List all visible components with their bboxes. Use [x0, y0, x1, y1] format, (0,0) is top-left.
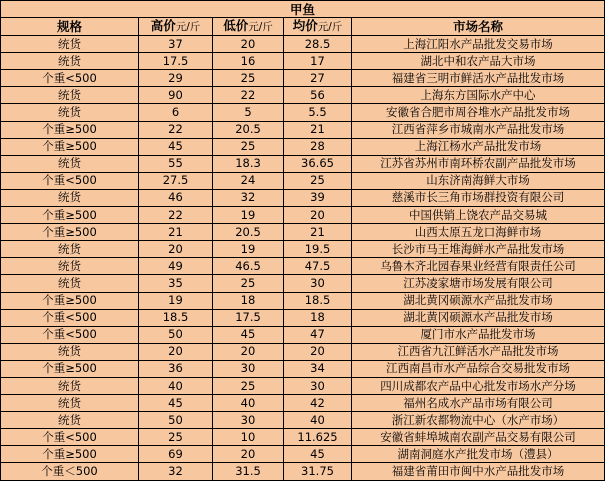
cell-spec: 个重<500	[1, 326, 139, 343]
cell-spec: 个重≥500	[1, 292, 139, 309]
cell-low-price: 20	[213, 343, 284, 360]
cell-high-price: 21	[139, 224, 213, 241]
cell-spec: 个重≥500	[1, 224, 139, 241]
cell-avg-price: 34	[284, 360, 352, 377]
table-row	[1, 70, 605, 87]
cell-market-name: 四川成都农产品中心批发市场水产分场	[352, 377, 605, 394]
cell-market-name: 江西南昌市水产品综合交易批发市场	[352, 360, 605, 377]
cell-avg-price: 20	[284, 207, 352, 224]
header-high-label: 高价	[150, 18, 176, 34]
cell-low-price: 25	[213, 138, 284, 155]
header-high	[139, 18, 213, 36]
cell-spec: 统货	[1, 258, 139, 275]
cell-low-price: 20.5	[213, 121, 284, 138]
cell-spec: 统货	[1, 155, 139, 172]
cell-avg-price: 39	[284, 189, 352, 206]
cell-avg-price: 5.5	[284, 104, 352, 121]
cell-high-price: 50	[139, 412, 213, 429]
cell-market-name: 江西省九江鲜活水产品批发市场	[352, 343, 605, 360]
cell-low-price: 17.5	[213, 309, 284, 326]
cell-spec: 统货	[1, 377, 139, 394]
cell-avg-price: 19.5	[284, 241, 352, 258]
cell-market-name: 长沙市马王堆海鲜水产品批发市场	[352, 241, 605, 258]
cell-market-name: 厦门市水产品批发市场	[352, 326, 605, 343]
cell-low-price: 5	[213, 104, 284, 121]
cell-high-price: 25	[139, 429, 213, 446]
cell-avg-price: 17	[284, 53, 352, 70]
table-row	[1, 292, 605, 309]
cell-spec: 个重＜500	[1, 463, 139, 480]
cell-market-name: 江苏省苏州市南环桥农副产品批发市场	[352, 155, 605, 172]
cell-avg-price: 28.5	[284, 36, 352, 53]
cell-market-name: 福州名成水产品市场有限公司	[352, 395, 605, 412]
cell-low-price: 32	[213, 189, 284, 206]
table-row	[1, 87, 605, 104]
cell-avg-price: 47.5	[284, 258, 352, 275]
cell-spec: 个重<500	[1, 70, 139, 87]
header-row	[1, 18, 605, 36]
cell-market-name: 乌鲁木齐北园春果业经营有限责任公司	[352, 258, 605, 275]
table-row	[1, 258, 605, 275]
cell-avg-price: 28	[284, 138, 352, 155]
header-avg	[284, 18, 352, 36]
table-row	[1, 224, 605, 241]
cell-high-price: 45	[139, 138, 213, 155]
table-row	[1, 207, 605, 224]
cell-market-name: 江苏凌家塘市场发展有限公司	[352, 275, 605, 292]
header-avg-unit: 元/斤	[317, 21, 343, 34]
cell-spec: 个重<500	[1, 429, 139, 446]
cell-market-name: 上海江杨水产品批发市场	[352, 138, 605, 155]
table-row	[1, 360, 605, 377]
cell-high-price: 32	[139, 463, 213, 480]
cell-spec: 个重<500	[1, 309, 139, 326]
cell-high-price: 90	[139, 87, 213, 104]
cell-low-price: 19	[213, 241, 284, 258]
cell-high-price: 55	[139, 155, 213, 172]
cell-avg-price: 11.625	[284, 429, 352, 446]
cell-low-price: 18.3	[213, 155, 284, 172]
cell-high-price: 29	[139, 70, 213, 87]
cell-low-price: 25	[213, 70, 284, 87]
cell-spec: 统货	[1, 412, 139, 429]
cell-low-price: 10	[213, 429, 284, 446]
table-row	[1, 138, 605, 155]
cell-high-price: 20	[139, 343, 213, 360]
cell-market-name: 安徽省合肥市周谷堆水产品批发市场	[352, 104, 605, 121]
cell-avg-price: 45	[284, 446, 352, 463]
cell-market-name: 湖北黄冈硕源水产品批发市场	[352, 292, 605, 309]
cell-avg-price: 21	[284, 121, 352, 138]
table-row	[1, 377, 605, 394]
table-row	[1, 241, 605, 258]
cell-market-name: 山东济南海鲜大市场	[352, 172, 605, 189]
table-row	[1, 309, 605, 326]
cell-spec: 个重≥500	[1, 207, 139, 224]
cell-market-name: 慈溪市长三角市场群投资有限公司	[352, 189, 605, 206]
cell-high-price: 49	[139, 258, 213, 275]
cell-spec: 统货	[1, 87, 139, 104]
cell-avg-price: 31.75	[284, 463, 352, 480]
cell-high-price: 35	[139, 275, 213, 292]
cell-avg-price: 21	[284, 224, 352, 241]
cell-low-price: 22	[213, 87, 284, 104]
cell-low-price: 25	[213, 377, 284, 394]
cell-avg-price: 27	[284, 70, 352, 87]
header-market: 市场名称	[352, 18, 605, 36]
cell-market-name: 江西省萍乡市城南水产品批发市场	[352, 121, 605, 138]
table-row	[1, 121, 605, 138]
cell-avg-price: 47	[284, 326, 352, 343]
cell-market-name: 中国供销上饶农产品交易城	[352, 207, 605, 224]
cell-low-price: 16	[213, 53, 284, 70]
cell-low-price: 18	[213, 292, 284, 309]
cell-market-name: 福建省三明市鲜活水产品批发市场	[352, 70, 605, 87]
cell-avg-price: 18.5	[284, 292, 352, 309]
cell-low-price: 30	[213, 360, 284, 377]
cell-high-price: 27.5	[139, 172, 213, 189]
cell-high-price: 40	[139, 377, 213, 394]
table-row	[1, 172, 605, 189]
table-row	[1, 275, 605, 292]
cell-market-name: 浙江新农都物流中心（水产市场）	[352, 412, 605, 429]
cell-low-price: 19	[213, 207, 284, 224]
cell-spec: 个重≥500	[1, 121, 139, 138]
cell-low-price: 45	[213, 326, 284, 343]
table-row	[1, 36, 605, 53]
cell-spec: 个重≥500	[1, 446, 139, 463]
cell-spec: 统货	[1, 104, 139, 121]
cell-spec: 统货	[1, 241, 139, 258]
table-row	[1, 463, 605, 480]
cell-avg-price: 40	[284, 412, 352, 429]
cell-low-price: 40	[213, 395, 284, 412]
table-row	[1, 395, 605, 412]
cell-low-price: 20	[213, 446, 284, 463]
cell-high-price: 20	[139, 241, 213, 258]
cell-market-name: 上海江阳水产品批发交易市场	[352, 36, 605, 53]
cell-spec: 统货	[1, 395, 139, 412]
cell-high-price: 69	[139, 446, 213, 463]
table-row	[1, 155, 605, 172]
table-row	[1, 326, 605, 343]
cell-avg-price: 42	[284, 395, 352, 412]
cell-high-price: 36	[139, 360, 213, 377]
table-row	[1, 53, 605, 70]
cell-avg-price: 20	[284, 343, 352, 360]
cell-high-price: 22	[139, 121, 213, 138]
cell-market-name: 湖南洞庭水产批发市场（澧县）	[352, 446, 605, 463]
cell-spec: 个重≥500	[1, 360, 139, 377]
cell-high-price: 17.5	[139, 53, 213, 70]
cell-high-price: 45	[139, 395, 213, 412]
table-row	[1, 104, 605, 121]
cell-high-price: 19	[139, 292, 213, 309]
cell-high-price: 22	[139, 207, 213, 224]
cell-high-price: 37	[139, 36, 213, 53]
table-row	[1, 343, 605, 360]
table-row	[1, 429, 605, 446]
cell-market-name: 山西太原五龙口海鲜市场	[352, 224, 605, 241]
cell-avg-price: 36.65	[284, 155, 352, 172]
cell-high-price: 50	[139, 326, 213, 343]
cell-spec: 个重≥500	[1, 138, 139, 155]
cell-low-price: 31.5	[213, 463, 284, 480]
header-spec: 规格	[1, 18, 139, 36]
table-title: 甲鱼	[1, 1, 605, 18]
cell-market-name: 湖北中和农产品大市场	[352, 53, 605, 70]
cell-low-price: 46.5	[213, 258, 284, 275]
table-row	[1, 412, 605, 429]
cell-low-price: 20.5	[213, 224, 284, 241]
cell-high-price: 18.5	[139, 309, 213, 326]
cell-spec: 个重<500	[1, 172, 139, 189]
cell-market-name: 安徽省蚌埠城南农副产品交易有限公司	[352, 429, 605, 446]
cell-avg-price: 56	[284, 87, 352, 104]
cell-spec: 统货	[1, 275, 139, 292]
cell-low-price: 30	[213, 412, 284, 429]
cell-spec: 统货	[1, 343, 139, 360]
cell-avg-price: 25	[284, 172, 352, 189]
cell-low-price: 24	[213, 172, 284, 189]
table-row	[1, 189, 605, 206]
cell-spec: 统货	[1, 36, 139, 53]
cell-high-price: 46	[139, 189, 213, 206]
cell-avg-price: 30	[284, 377, 352, 394]
cell-high-price: 6	[139, 104, 213, 121]
cell-low-price: 25	[213, 275, 284, 292]
header-low-unit: 元/斤	[248, 21, 273, 34]
header-low	[213, 18, 284, 36]
cell-avg-price: 30	[284, 275, 352, 292]
header-low-label: 低价	[223, 18, 249, 34]
cell-market-name: 湖北黄冈硕源水产品批发市场	[352, 309, 605, 326]
table-row	[1, 446, 605, 463]
header-avg-label: 均价	[292, 18, 318, 34]
header-high-unit: 元/斤	[175, 21, 201, 34]
cell-market-name: 上海东方国际水产中心	[352, 87, 605, 104]
cell-spec: 统货	[1, 189, 139, 206]
cell-spec: 统货	[1, 53, 139, 70]
cell-avg-price: 18	[284, 309, 352, 326]
cell-low-price: 20	[213, 36, 284, 53]
cell-market-name: 福建省莆田市闽中水产品批发市场	[352, 463, 605, 480]
